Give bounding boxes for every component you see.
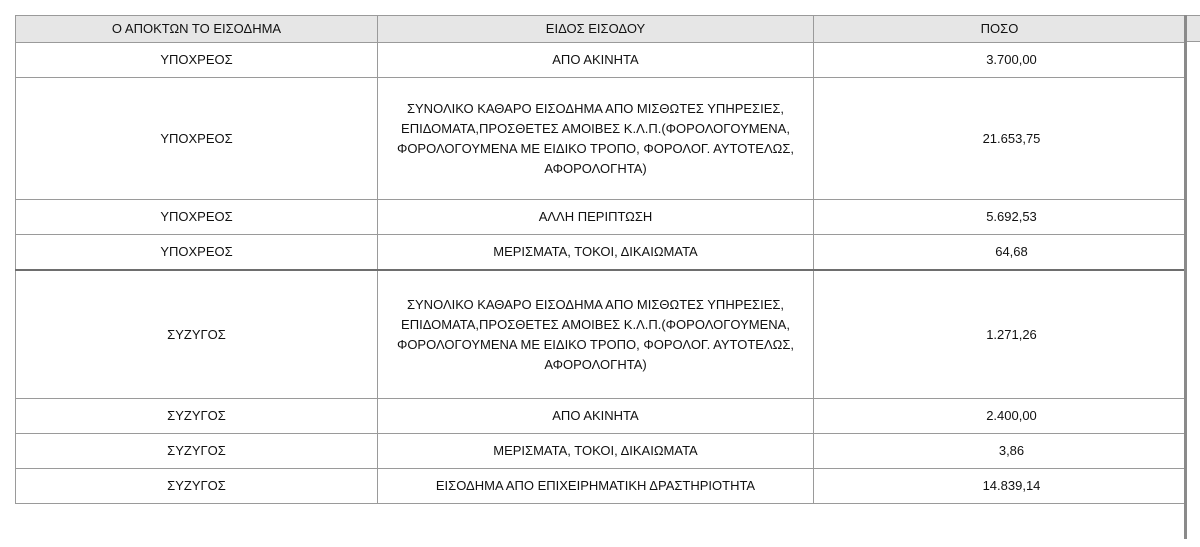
income-table-container bbox=[15, 15, 1200, 504]
income-table bbox=[15, 15, 1186, 504]
owner-cell: ΣΥΖΥΓΟΣ bbox=[16, 434, 378, 469]
income-type-cell: ΑΠΟ ΑΚΙΝΗΤΑ bbox=[378, 399, 814, 434]
table-right-border bbox=[1184, 15, 1187, 539]
owner-cell: ΣΥΖΥΓΟΣ bbox=[16, 469, 378, 504]
amount-cell: 1.271,26 bbox=[814, 270, 1186, 399]
amount-cell: 14.839,14 bbox=[814, 469, 1186, 504]
owner-cell: ΥΠΟΧΡΕΟΣ bbox=[16, 200, 378, 235]
table-header-row bbox=[16, 16, 1186, 43]
table-row bbox=[16, 434, 1186, 469]
income-type-cell: ΜΕΡΙΣΜΑΤΑ, ΤΟΚΟΙ, ΔΙΚΑΙΩΜΑΤΑ bbox=[378, 434, 814, 469]
amount-cell: 3,86 bbox=[814, 434, 1186, 469]
amount-cell: 64,68 bbox=[814, 235, 1186, 271]
table-row bbox=[16, 235, 1186, 271]
income-type-cell bbox=[378, 270, 814, 399]
amount-cell: 21.653,75 bbox=[814, 78, 1186, 200]
header-owner: Ο ΑΠΟΚΤΩΝ ΤΟ ΕΙΣΟΔΗΜΑ bbox=[16, 16, 378, 43]
income-type-cell bbox=[378, 78, 814, 200]
owner-cell: ΥΠΟΧΡΕΟΣ bbox=[16, 235, 378, 271]
adjacent-column-header-edge bbox=[1187, 15, 1200, 42]
amount-cell: 2.400,00 bbox=[814, 399, 1186, 434]
owner-cell: ΥΠΟΧΡΕΟΣ bbox=[16, 43, 378, 78]
header-amount: ΠΟΣΟ bbox=[814, 16, 1186, 43]
amount-cell: 3.700,00 bbox=[814, 43, 1186, 78]
table-row bbox=[16, 469, 1186, 504]
table-row bbox=[16, 200, 1186, 235]
owner-cell: ΥΠΟΧΡΕΟΣ bbox=[16, 78, 378, 200]
table-row bbox=[16, 78, 1186, 200]
income-type-cell: ΑΛΛΗ ΠΕΡΙΠΤΩΣΗ bbox=[378, 200, 814, 235]
income-type-text: ΣΥΝΟΛΙΚΟ ΚΑΘΑΡΟ ΕΙΣΟΔΗΜΑ ΑΠΟ ΜΙΣΘΩΤΕΣ ΥΠΗΡΕΣΙΕΣ, ΕΠΙΔΟΜΑΤΑ,ΠΡΟΣΘΕΤΕΣ ΑΜΟΙΒΕΣ Κ.Λ.Π.(ΦΟΡΟΛΟΓΟΥΜΕΝΑ, ΦΟΡΟΛΟΓΟΥΜΕΝΑ ΜΕ ΕΙΔΙΚΟ ΤΡΟΠΟ, ΦΟΡΟΛΟΓ. ΑΥΤΟΤΕΛΩΣ, ΑΦΟΡΟΛΟΓΗΤΑ) bbox=[396, 296, 795, 372]
header-income-type: ΕΙΔΟΣ ΕΙΣΟΔΟΥ bbox=[378, 16, 814, 43]
table-row bbox=[16, 270, 1186, 399]
income-type-cell: ΜΕΡΙΣΜΑΤΑ, ΤΟΚΟΙ, ΔΙΚΑΙΩΜΑΤΑ bbox=[378, 235, 814, 271]
income-type-cell: ΕΙΣΟΔΗΜΑ ΑΠΟ ΕΠΙΧΕΙΡΗΜΑΤΙΚΗ ΔΡΑΣΤΗΡΙΟΤΗΤΑ bbox=[378, 469, 814, 504]
income-type-cell: ΑΠΟ ΑΚΙΝΗΤΑ bbox=[378, 43, 814, 78]
owner-cell: ΣΥΖΥΓΟΣ bbox=[16, 399, 378, 434]
table-row bbox=[16, 43, 1186, 78]
amount-cell: 5.692,53 bbox=[814, 200, 1186, 235]
table-row bbox=[16, 399, 1186, 434]
income-type-text: ΣΥΝΟΛΙΚΟ ΚΑΘΑΡΟ ΕΙΣΟΔΗΜΑ ΑΠΟ ΜΙΣΘΩΤΕΣ ΥΠΗΡΕΣΙΕΣ, ΕΠΙΔΟΜΑΤΑ,ΠΡΟΣΘΕΤΕΣ ΑΜΟΙΒΕΣ Κ.Λ.Π.(ΦΟΡΟΛΟΓΟΥΜΕΝΑ, ΦΟΡΟΛΟΓΟΥΜΕΝΑ ΜΕ ΕΙΔΙΚΟ ΤΡΟΠΟ, ΦΟΡΟΛΟΓ. ΑΥΤΟΤΕΛΩΣ, ΑΦΟΡΟΛΟΓΗΤΑ) bbox=[396, 100, 795, 176]
owner-cell: ΣΥΖΥΓΟΣ bbox=[16, 270, 378, 399]
